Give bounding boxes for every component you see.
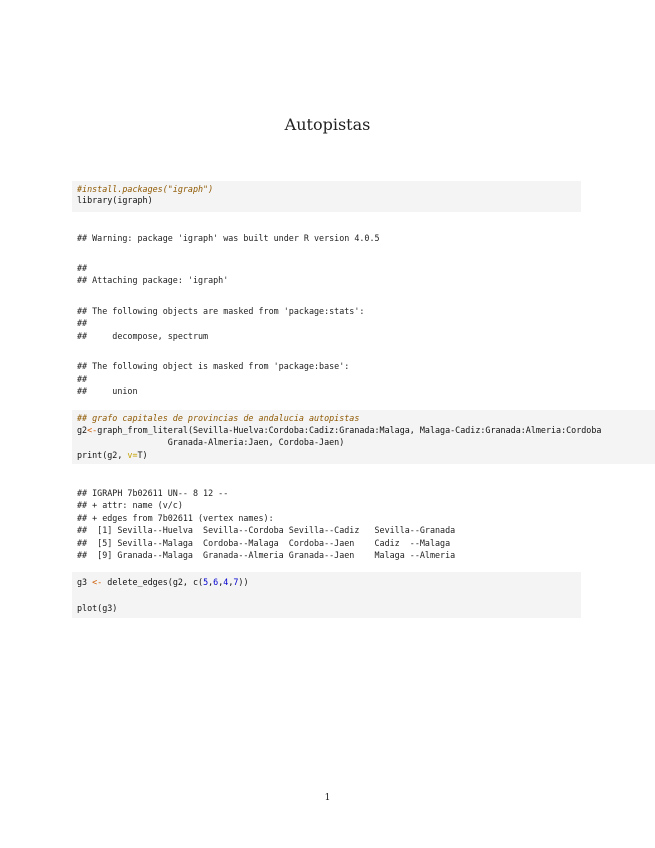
code-line (77, 577, 249, 588)
output-line: ## [9] Granada--Malaga Granada--Almeria Granada--Jaen Malaga --Almeria (77, 550, 456, 560)
number-literal: 4 (223, 577, 229, 587)
output-line: ## Warning: package 'igraph' was built under R version 4.0.5 (77, 233, 380, 243)
number-literal: 5 (203, 577, 209, 587)
document-title: Autopistas (284, 115, 371, 134)
code-chunk-install (72, 181, 581, 212)
code-text: g3 (77, 577, 93, 587)
output-line: ## Attaching package: 'igraph' (77, 275, 229, 285)
code-text: Granada-Almeria:Jaen, Cordoba-Jaen) (77, 437, 345, 447)
output-line: ## (77, 374, 88, 384)
code-text: g2 (77, 425, 88, 435)
code-line (77, 425, 601, 436)
code-chunk-delete-edges (72, 572, 581, 618)
code-text: , (218, 577, 224, 587)
code-text: T) (137, 450, 148, 460)
argument-name: v= (127, 450, 138, 460)
code-line (77, 437, 344, 448)
assign-operator: <- (87, 425, 98, 435)
output-line: ## + attr: name (v/c) (77, 500, 183, 510)
number-literal: 7 (233, 577, 239, 587)
code-line (77, 184, 213, 195)
code-text: delete_edges(g2, c( (102, 577, 204, 587)
number-literal: 6 (213, 577, 219, 587)
output-line: ## IGRAPH 7b02611 UN-- 8 12 -- (77, 488, 229, 498)
code-text: library(igraph) (77, 195, 153, 205)
output-line: ## (77, 318, 88, 328)
code-line (77, 450, 148, 461)
output-line: ## [1] Sevilla--Huelva Sevilla--Cordoba Sevilla--Cadiz Sevilla--Granada (77, 525, 456, 535)
code-text: graph_from_literal(Sevilla-Huelva:Cordoba:Cadiz:Granada:Malaga, Malaga-Cadiz:Granada:Almeria:Cordoba (97, 425, 602, 435)
code-line (77, 603, 117, 614)
code-line (77, 413, 359, 424)
code-text: )) (238, 577, 249, 587)
code-text: , (228, 577, 234, 587)
code-comment: #install.packages("igraph") (77, 184, 214, 194)
code-comment: ## grafo capitales de provincias de andalucia autopistas (77, 413, 360, 423)
code-chunk-graph (72, 410, 655, 464)
output-line: ## [5] Sevilla--Malaga Cordoba--Malaga Cordoba--Jaen Cadiz --Malaga (77, 538, 451, 548)
output-line: ## (77, 263, 88, 273)
code-text: plot(g3) (77, 603, 118, 613)
output-line: ## + edges from 7b02611 (vertex names): (77, 513, 274, 523)
output-line: ## The following object is masked from 'package:base': (77, 361, 350, 371)
output-line: ## union (77, 386, 138, 396)
code-text: print(g2, (77, 450, 128, 460)
page-number: 1 (324, 793, 331, 803)
assign-operator: <- (92, 577, 103, 587)
output-line: ## decompose, spectrum (77, 331, 209, 341)
output-line: ## The following objects are masked from 'package:stats': (77, 306, 365, 316)
code-line (77, 195, 153, 206)
code-text: , (208, 577, 214, 587)
